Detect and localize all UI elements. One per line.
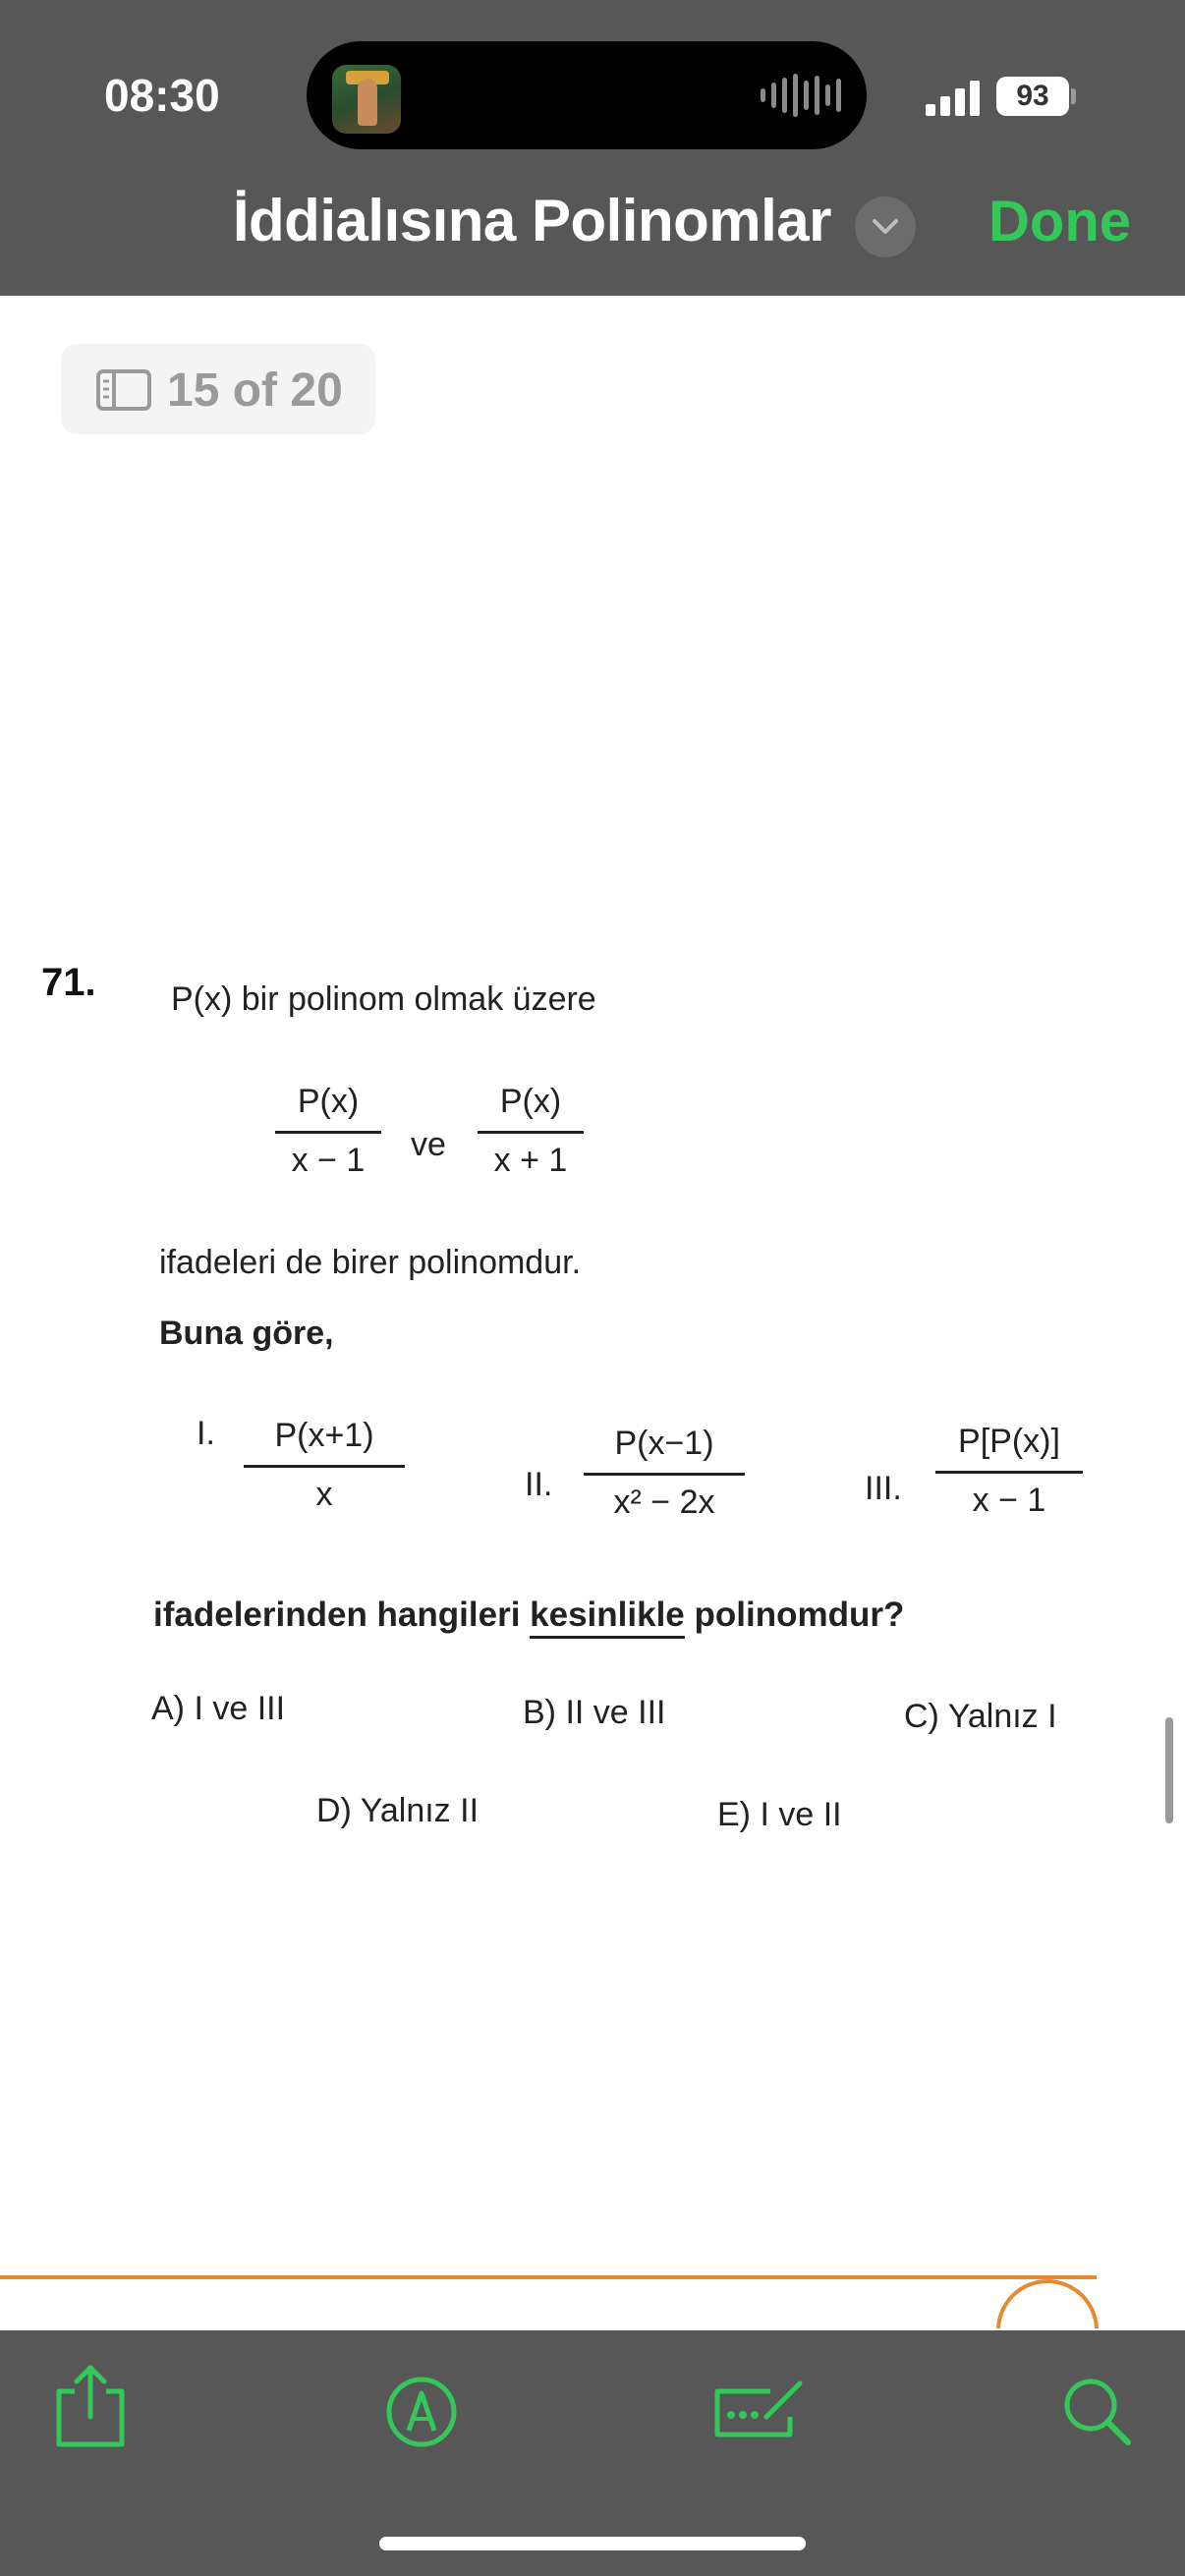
ask-before: ifadelerinden hangileri <box>153 1596 521 1634</box>
item-roman-1: I. <box>197 1415 215 1452</box>
share-button[interactable] <box>53 2362 128 2455</box>
chevron-down-icon <box>872 216 899 238</box>
fraction-denominator: x + 1 <box>493 1142 568 1179</box>
status-time: 08:30 <box>104 70 220 121</box>
question-intro: P(x) bir polinom olmak üzere <box>171 980 596 1018</box>
item-roman-2: II. <box>525 1466 553 1503</box>
page-number-badge <box>994 2279 1100 2328</box>
page-indicator[interactable] <box>61 344 375 434</box>
audio-waveform-icon <box>761 71 841 120</box>
scroll-indicator[interactable] <box>1165 1717 1173 1823</box>
search-icon <box>1061 2376 1134 2448</box>
fraction-denominator: x − 1 <box>972 1482 1046 1519</box>
battery-tip <box>1071 88 1076 104</box>
page-count: 15 of 20 <box>167 364 343 417</box>
question-ask <box>153 1596 904 1635</box>
form-fill-icon <box>711 2378 810 2442</box>
battery-icon: 93 <box>996 77 1069 116</box>
fraction-denominator: x <box>315 1476 333 1513</box>
fraction-numerator: P(x) <box>499 1083 562 1120</box>
done-button[interactable]: Done <box>988 190 1131 253</box>
fraction-numerator: P(x−1) <box>614 1425 714 1462</box>
connector-text: ve <box>411 1126 446 1163</box>
page-footer-line <box>0 2275 1097 2279</box>
question-statement: ifadeleri de birer polinomdur. <box>159 1244 582 1281</box>
share-icon <box>53 2362 128 2450</box>
item-fraction-3 <box>935 1423 1083 1520</box>
fraction-denominator: x − 1 <box>291 1142 366 1179</box>
document-title[interactable]: İddialısına Polinomlar <box>232 188 831 253</box>
question-number: 71. <box>41 961 96 1004</box>
sidebar-icon <box>96 369 151 411</box>
now-playing-artwork <box>332 65 401 134</box>
title-menu-button[interactable] <box>855 196 916 257</box>
option-a: A) I ve III <box>151 1690 286 1727</box>
form-fill-button[interactable] <box>711 2378 810 2447</box>
item-fraction-1 <box>244 1417 405 1514</box>
fraction-numerator: P[P(x)] <box>958 1423 1060 1460</box>
fraction-numerator: P(x) <box>297 1083 360 1120</box>
option-b: B) II ve III <box>523 1694 666 1731</box>
markup-button[interactable] <box>385 2376 458 2453</box>
given-fraction-1 <box>275 1083 381 1180</box>
option-c: C) Yalnız I <box>904 1698 1057 1735</box>
dynamic-island[interactable] <box>307 41 867 149</box>
item-fraction-2 <box>584 1425 745 1522</box>
markup-icon <box>385 2376 458 2448</box>
question-prompt: Buna göre, <box>159 1315 334 1352</box>
item-roman-3: III. <box>865 1470 902 1507</box>
ask-keyword: kesinlikle <box>530 1596 685 1639</box>
given-fraction-2 <box>478 1083 584 1180</box>
fraction-denominator: x² − 2x <box>613 1484 715 1521</box>
option-e: E) I ve II <box>717 1796 842 1833</box>
option-d: D) Yalnız II <box>316 1792 480 1829</box>
fraction-numerator: P(x+1) <box>274 1417 374 1454</box>
search-button[interactable] <box>1061 2376 1134 2453</box>
home-indicator[interactable] <box>379 2537 806 2550</box>
cellular-signal-icon <box>926 79 983 116</box>
ask-after: polinomdur? <box>694 1596 905 1634</box>
